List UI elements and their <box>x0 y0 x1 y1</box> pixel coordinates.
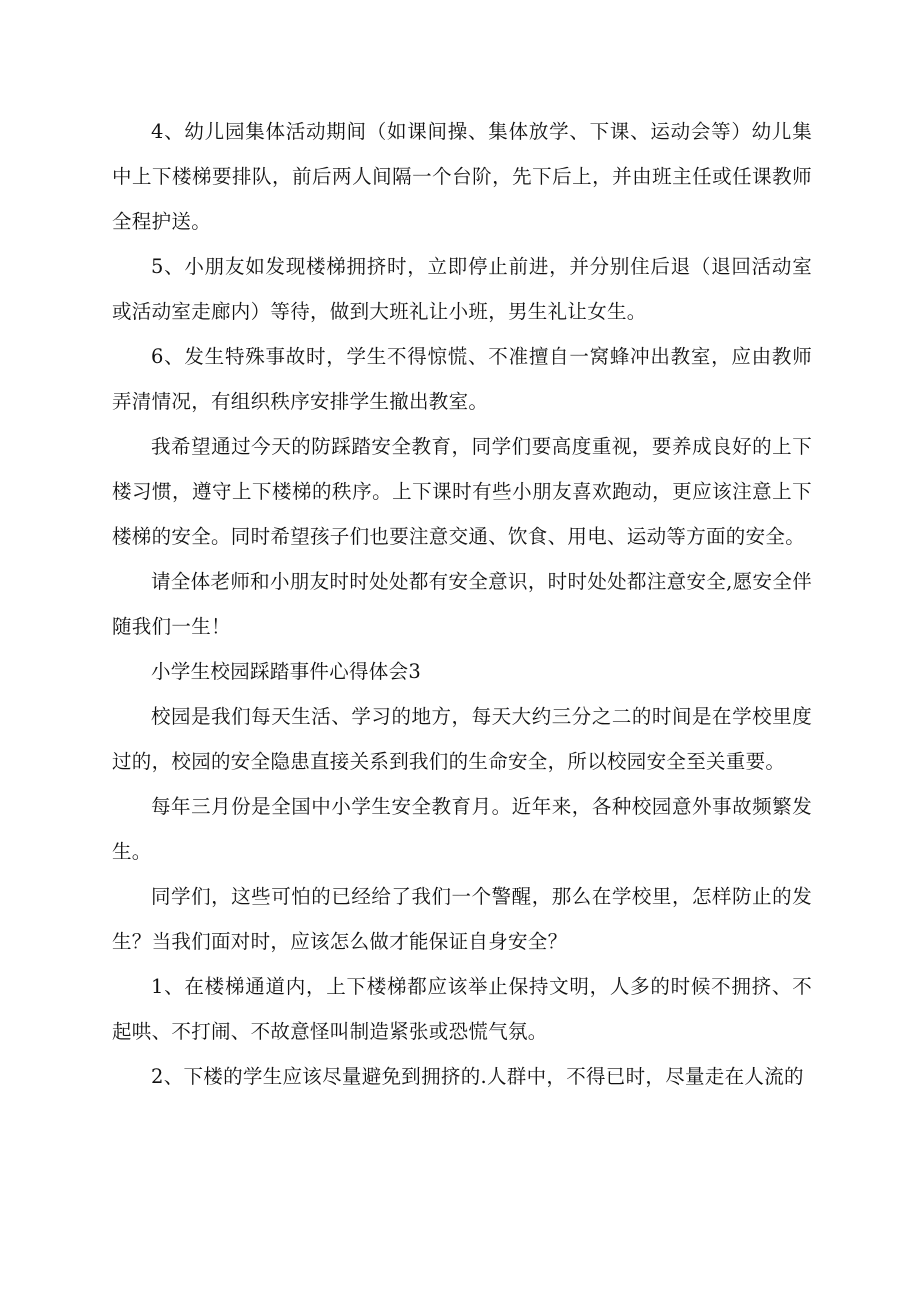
paragraph-campus: 校园是我们每天生活、学习的地方，每天大约三分之二的时间是在学校里度过的，校园的安全隐患直接关系到我们的生命安全，所以校园安全至关重要。 <box>112 705 812 773</box>
paragraph-item-5: 5、小朋友如发现楼梯拥挤时，立即停止前进，并分别住后退（退回活动室或活动室走廊内）等待，做到大班礼让小班，男生礼让女生。 <box>112 255 812 323</box>
paragraph-closing: 请全体老师和小朋友时时处处都有安全意识，时时处处都注意安全,愿安全伴随我们一生！ <box>112 570 812 638</box>
paragraph-item-1: 1、在楼梯通道内，上下楼梯都应该举止保持文明，人多的时候不拥挤、不起哄、不打闹、不故意怪叫制造紧张或恐慌气氛。 <box>112 975 812 1043</box>
document-body <box>112 109 812 1099</box>
paragraph-question: 同学们，这些可怕的已经给了我们一个警醒，那么在学校里，怎样防止的发生？当我们面对时，应该怎么做才能保证自身安全？ <box>112 885 812 953</box>
paragraph-item-6: 6、发生特殊事故时，学生不得惊慌、不准擅自一窝蜂冲出教室，应由教师弄清情况，有组织秩序安排学生撤出教室。 <box>112 345 812 413</box>
paragraph-march: 每年三月份是全国中小学生安全教育月。近年来，各种校园意外事故频繁发生。 <box>112 795 812 863</box>
paragraph-item-4: 4、幼儿园集体活动期间（如课间操、集体放学、下课、运动会等）幼儿集中上下楼梯要排队，前后两人间隔一个台阶，先下后上，并由班主任或任课教师全程护送。 <box>112 120 812 233</box>
paragraph-hope: 我希望通过今天的防踩踏安全教育，同学们要高度重视，要养成良好的上下楼习惯，遵守上下楼梯的秩序。上下课时有些小朋友喜欢跑动，更应该注意上下楼梯的安全。同时希望孩子们也要注意交通、饮食、用电、运动等方面的安全。 <box>112 435 812 548</box>
section-heading: 小学生校园踩踏事件心得体会3 <box>151 660 422 683</box>
paragraph-item-2: 2、下楼的学生应该尽量避免到拥挤的.人群中，不得已时，尽量走在人流的 <box>151 1065 804 1088</box>
